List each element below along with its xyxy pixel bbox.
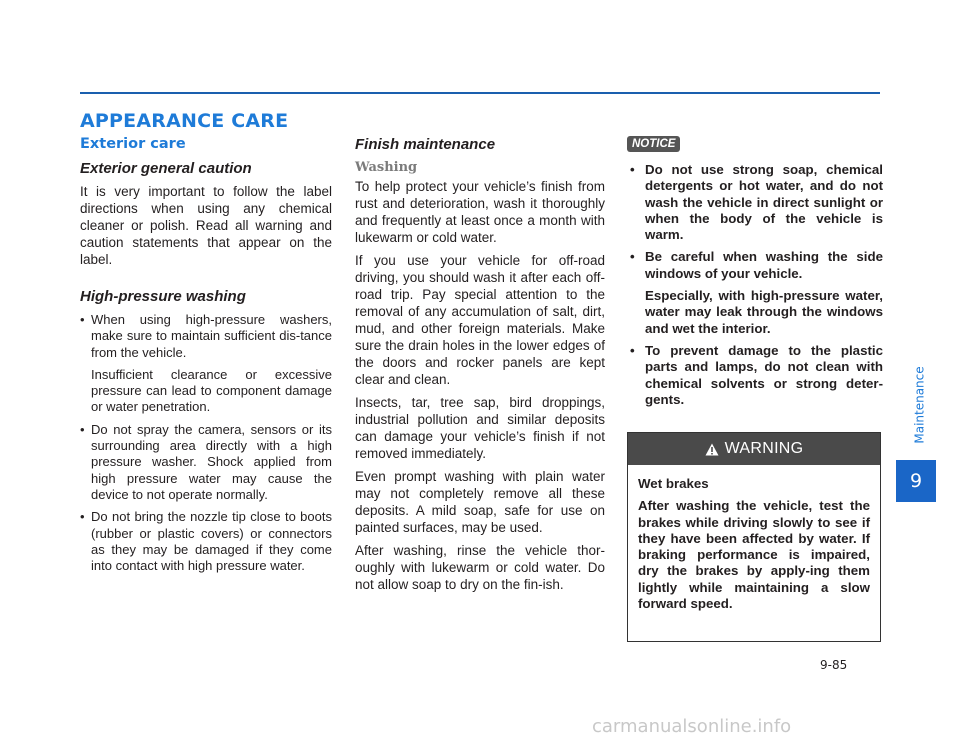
paragraph: Insects, tar, tree sap, bird droppings, industrial pollution and similar deposits can damage your vehicle’s finish if not removed immediately.: [355, 395, 605, 461]
list-item-text: Do not spray the camera, sensors or its surrounding area directly with a high pressure washer. Shock applied from high pressure water may cause the device to not operate normally.: [91, 421, 332, 502]
notice-badge: NOTICE: [627, 136, 680, 152]
paragraph: Even prompt washing with plain water may not completely remove all these deposits. A mild soap, safe for use on painted surfaces, may be used.: [355, 469, 605, 535]
list-item: [80, 509, 332, 574]
warning-body: [628, 465, 880, 612]
list-item: [627, 249, 883, 336]
list-item: [627, 343, 883, 408]
page-number: 9-85: [820, 658, 848, 672]
warning-box: [627, 432, 881, 642]
chapter-side-label: [910, 365, 930, 445]
list-item: [80, 422, 332, 503]
notice-list: [627, 162, 883, 408]
list-item-subtext: Insufficient clearance or excessive pressure can lead to component damage or water penetration.: [91, 366, 332, 415]
list-item-text: Do not use strong soap, chemical detergents or hot water, and do not wash the vehicle in direct sunlight or when the body of the vehicle is warm.: [645, 162, 883, 243]
high-pressure-list: [80, 312, 332, 574]
header-rule: [80, 92, 880, 94]
list-item-text: Be careful when washing the side windows of your vehicle.: [645, 249, 883, 281]
chapter-name: Maintenance: [913, 366, 927, 444]
heading-finish-maintenance: Finish maintenance: [355, 136, 496, 153]
column-notice: [627, 134, 883, 414]
warning-label: WARNING: [724, 440, 804, 457]
paragraph: To help protect your vehicle’s finish from rust and deterioration, wash it thoroughly and frequently at least once a month with lukewarm or cold water.: [355, 179, 605, 245]
list-item: [80, 312, 332, 416]
list-item-text: When using high-pressure washers, make sure to maintain sufficient dis-tance from the vehicle.: [91, 312, 332, 360]
intro-paragraph: It is very important to follow the label directions when using any chemical cleaner or polish. Read all warning and caution statements that appear on the label.: [80, 184, 332, 267]
heading-high-pressure-washing: High-pressure washing: [80, 288, 246, 305]
watermark: carmanualsonline.info: [592, 716, 792, 737]
list-item-subtext: Especially, with high-pressure water, water may leak through the windows and wet the interior.: [645, 288, 883, 336]
column-finish-maintenance: [355, 134, 605, 599]
paragraph: If you use your vehicle for off-road driving, you should wash it after each off-road trip. Pay special attention to the removal of any accumulation of salt, dirt, mud, and other foreign materials. Make sure the drain holes in the lower edges of the doors and rocker panels are kept clear and clean.: [355, 253, 605, 387]
paragraph: After washing, rinse the vehicle thor-oughly with lukewarm or cold water. Do not allow soap to dry on the fin-ish.: [355, 543, 605, 592]
list-item: [627, 162, 883, 243]
list-item-text: To prevent damage to the plastic parts and lamps, do not clean with chemical solvents or strong deter-gents.: [645, 342, 883, 407]
section-title: APPEARANCE CARE: [80, 110, 289, 132]
warning-triangle-icon: [705, 443, 719, 456]
heading-exterior-care: Exterior care: [80, 136, 186, 152]
list-item-text: Do not bring the nozzle tip close to boots (rubber or plastic covers) or connectors as they may be damaged if they come into contact with high pressure water.: [91, 509, 332, 574]
heading-washing: Washing: [355, 160, 418, 175]
warning-header: [628, 433, 880, 465]
warning-title: Wet brakes: [638, 476, 709, 491]
heading-exterior-general-caution: Exterior general caution: [80, 160, 252, 177]
chapter-tab: 9: [896, 460, 936, 502]
column-exterior-care: [80, 134, 332, 580]
warning-text: After washing the vehicle, test the brakes while driving slowly to see if they have been affected by water. If braking performance is impaired, dry the brakes by apply-ing them lightly while maintaining a slow forward speed.: [638, 498, 870, 612]
